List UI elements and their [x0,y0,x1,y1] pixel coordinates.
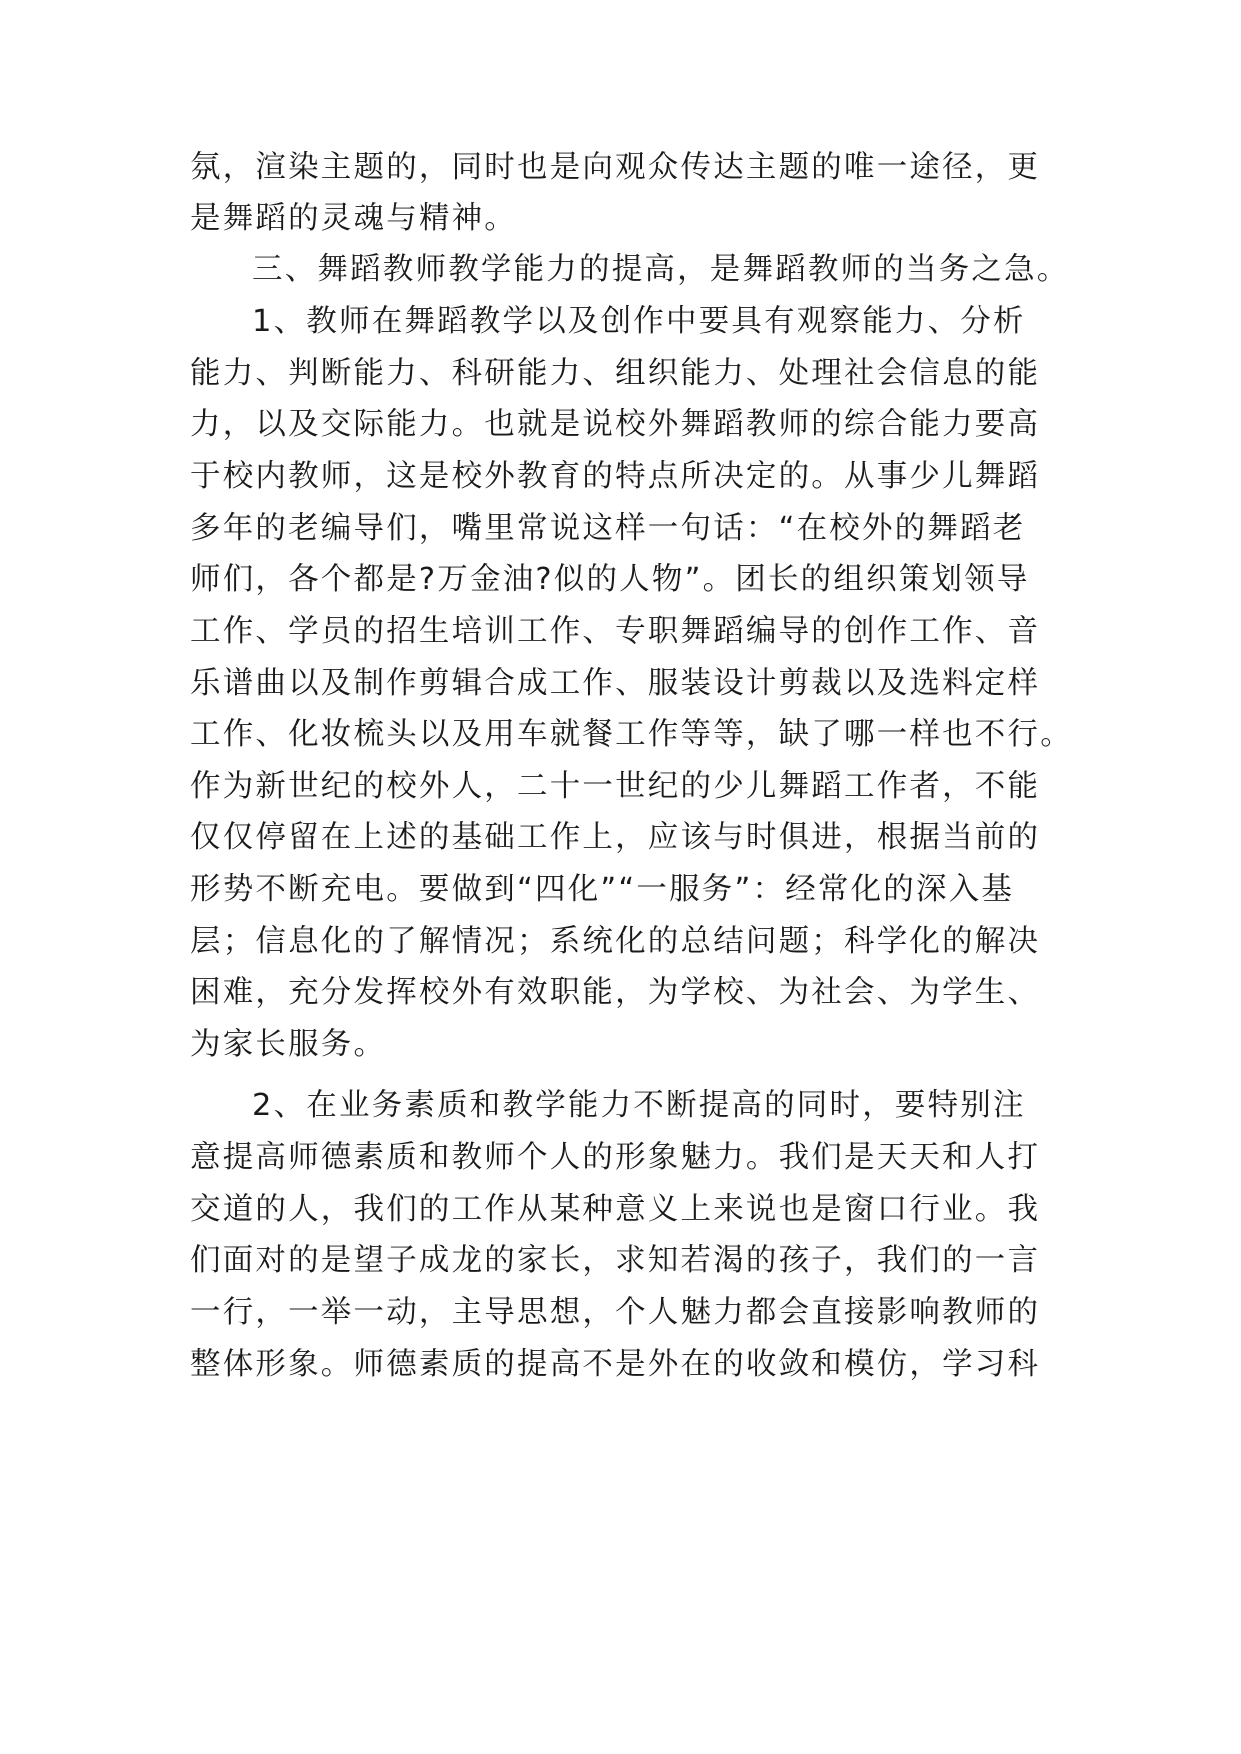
text-line: 工作、化妆梳头以及用车就餐工作等等，缺了哪一样也不行。 [190,717,1073,752]
text-line: 们面对的是望子成龙的家长，求知若渴的孩子，我们的一言 [190,1243,1041,1278]
text-line: 多年的老编导们，嘴里常说这样一句话：“在校外的舞蹈老 [190,511,1026,546]
text-line: 形势不断充电。要做到“四化”“一服务”：经常化的深入基 [190,872,1015,907]
text-line: 交道的人，我们的工作从某种意义上来说也是窗口行业。我 [190,1192,1041,1227]
text-line: 师们，各个都是?万金油?似的人物”。团长的组织策划领导 [190,562,1030,597]
text-line: 2、在业务素质和教学能力不断提高的同时，要特别注 [252,1088,1026,1123]
text-line: 是舞蹈的灵魂与精神。 [190,201,517,236]
text-line: 氛，渲染主题的，同时也是向观众传达主题的唯一途径，更 [190,150,1041,185]
text-line: 作为新世纪的校外人，二十一世纪的少儿舞蹈工作者，不能 [190,769,1041,804]
section-heading: 三、舞蹈教师教学能力的提高，是舞蹈教师的当务之急。 [252,252,1070,287]
text-line: 为家长服务。 [190,1027,387,1062]
text-line: 一行，一举一动，主导思想，个人魅力都会直接影响教师的 [190,1295,1041,1330]
text-line: 整体形象。师德素质的提高不是外在的收敛和模仿，学习科 [190,1347,1041,1382]
text-line: 能力、判断能力、科研能力、组织能力、处理社会信息的能 [190,356,1041,391]
text-line: 于校内教师，这是校外教育的特点所决定的。从事少儿舞蹈 [190,459,1041,494]
text-line: 层；信息化的了解情况；系统化的总结问题；科学化的解决 [190,924,1041,959]
text-line: 1、教师在舞蹈教学以及创作中要具有观察能力、分析 [252,304,1026,339]
text-line: 乐谱曲以及制作剪辑合成工作、服装设计剪裁以及选料定样 [190,666,1041,701]
text-line: 力，以及交际能力。也就是说校外舞蹈教师的综合能力要高 [190,407,1041,442]
text-line: 困难，充分发挥校外有效职能，为学校、为社会、为学生、 [190,975,1041,1010]
text-line: 意提高师德素质和教师个人的形象魅力。我们是天天和人打 [190,1140,1041,1175]
text-line: 工作、学员的招生培训工作、专职舞蹈编导的创作工作、音 [190,614,1041,649]
text-line: 仅仅停留在上述的基础工作上，应该与时俱进，根据当前的 [190,820,1041,855]
